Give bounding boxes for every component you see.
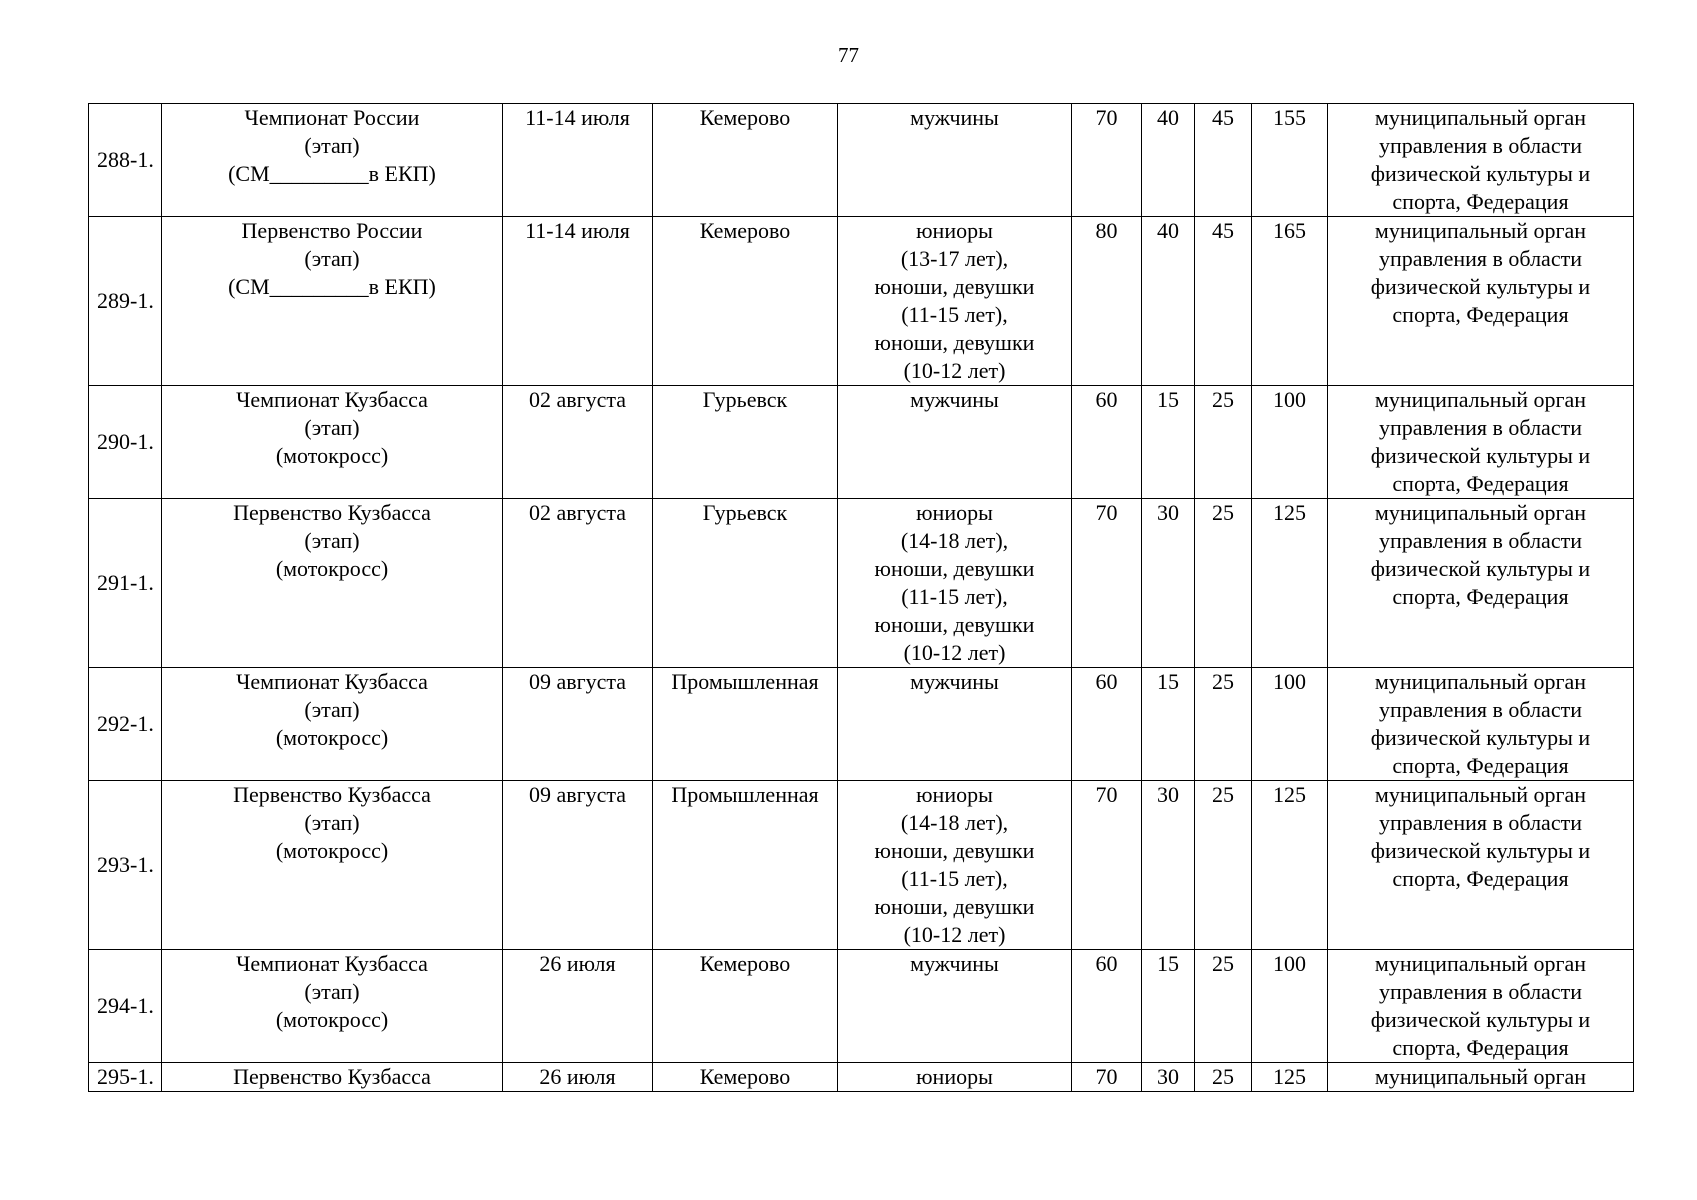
event-date: 26 июля: [503, 950, 653, 1063]
count-total: 100: [1252, 668, 1328, 781]
event-name: Первенство России (этап) (СМ_________в ЕКП): [162, 217, 503, 386]
table-row: [89, 499, 1634, 668]
count-1: 60: [1072, 386, 1142, 499]
table-row: [89, 1063, 1634, 1092]
event-name: Чемпионат России (этап) (СМ_________в ЕКП): [162, 104, 503, 217]
count-2: 30: [1142, 781, 1195, 950]
event-place: Кемерово: [653, 1063, 838, 1092]
count-total: 125: [1252, 1063, 1328, 1092]
event-organizer: муниципальный орган: [1328, 1063, 1634, 1092]
row-number: 291-1.: [89, 499, 162, 668]
table-row: [89, 217, 1634, 386]
event-organizer: муниципальный орган управления в области физической культуры и спорта, Федерация: [1328, 668, 1634, 781]
event-date: 09 августа: [503, 668, 653, 781]
row-number: 295-1.: [89, 1063, 162, 1092]
count-1: 70: [1072, 104, 1142, 217]
count-1: 70: [1072, 781, 1142, 950]
event-place: Кемерово: [653, 950, 838, 1063]
count-3: 25: [1195, 1063, 1252, 1092]
event-place: Промышленная: [653, 781, 838, 950]
event-participants: мужчины: [838, 950, 1072, 1063]
count-2: 15: [1142, 386, 1195, 499]
row-number: 288-1.: [89, 104, 162, 217]
count-total: 100: [1252, 386, 1328, 499]
event-date: 02 августа: [503, 386, 653, 499]
row-number: 292-1.: [89, 668, 162, 781]
event-organizer: муниципальный орган управления в области физической культуры и спорта, Федерация: [1328, 499, 1634, 668]
count-2: 15: [1142, 950, 1195, 1063]
count-2: 40: [1142, 217, 1195, 386]
row-number: 289-1.: [89, 217, 162, 386]
event-organizer: муниципальный орган управления в области физической культуры и спорта, Федерация: [1328, 386, 1634, 499]
event-date: 02 августа: [503, 499, 653, 668]
event-place: Кемерово: [653, 217, 838, 386]
event-organizer: муниципальный орган управления в области физической культуры и спорта, Федерация: [1328, 104, 1634, 217]
count-total: 155: [1252, 104, 1328, 217]
table-row: [89, 104, 1634, 217]
count-total: 100: [1252, 950, 1328, 1063]
event-participants: юниоры (14-18 лет), юноши, девушки (11-15 лет), юноши, девушки (10-12 лет): [838, 499, 1072, 668]
event-date: 11-14 июля: [503, 217, 653, 386]
row-number: 290-1.: [89, 386, 162, 499]
event-date: 11-14 июля: [503, 104, 653, 217]
count-3: 25: [1195, 668, 1252, 781]
row-number: 293-1.: [89, 781, 162, 950]
count-2: 30: [1142, 499, 1195, 668]
count-2: 15: [1142, 668, 1195, 781]
row-number: 294-1.: [89, 950, 162, 1063]
table-row: [89, 668, 1634, 781]
count-1: 70: [1072, 499, 1142, 668]
page-number: 77: [838, 43, 859, 67]
count-total: 125: [1252, 781, 1328, 950]
event-participants: юниоры (13-17 лет), юноши, девушки (11-15 лет), юноши, девушки (10-12 лет): [838, 217, 1072, 386]
count-1: 60: [1072, 668, 1142, 781]
count-3: 25: [1195, 386, 1252, 499]
event-name: Первенство Кузбасса (этап) (мотокросс): [162, 499, 503, 668]
event-name: Чемпионат Кузбасса (этап) (мотокросс): [162, 950, 503, 1063]
event-participants: мужчины: [838, 668, 1072, 781]
event-organizer: муниципальный орган управления в области физической культуры и спорта, Федерация: [1328, 781, 1634, 950]
table-row: [89, 781, 1634, 950]
count-3: 45: [1195, 217, 1252, 386]
count-1: 80: [1072, 217, 1142, 386]
count-total: 165: [1252, 217, 1328, 386]
event-participants: юниоры (14-18 лет), юноши, девушки (11-15 лет), юноши, девушки (10-12 лет): [838, 781, 1072, 950]
event-organizer: муниципальный орган управления в области физической культуры и спорта, Федерация: [1328, 217, 1634, 386]
event-name: Чемпионат Кузбасса (этап) (мотокросс): [162, 668, 503, 781]
count-2: 40: [1142, 104, 1195, 217]
event-participants: юниоры: [838, 1063, 1072, 1092]
event-date: 26 июля: [503, 1063, 653, 1092]
event-place: Промышленная: [653, 668, 838, 781]
count-1: 60: [1072, 950, 1142, 1063]
count-3: 25: [1195, 499, 1252, 668]
event-name: Первенство Кузбасса: [162, 1063, 503, 1092]
count-3: 25: [1195, 950, 1252, 1063]
event-name: Чемпионат Кузбасса (этап) (мотокросс): [162, 386, 503, 499]
count-3: 45: [1195, 104, 1252, 217]
events-table: [88, 103, 1634, 1092]
event-place: Кемерово: [653, 104, 838, 217]
count-1: 70: [1072, 1063, 1142, 1092]
event-organizer: муниципальный орган управления в области физической культуры и спорта, Федерация: [1328, 950, 1634, 1063]
event-participants: мужчины: [838, 104, 1072, 217]
event-place: Гурьевск: [653, 386, 838, 499]
count-total: 125: [1252, 499, 1328, 668]
count-2: 30: [1142, 1063, 1195, 1092]
table-row: [89, 950, 1634, 1063]
event-participants: мужчины: [838, 386, 1072, 499]
count-3: 25: [1195, 781, 1252, 950]
event-place: Гурьевск: [653, 499, 838, 668]
event-name: Первенство Кузбасса (этап) (мотокросс): [162, 781, 503, 950]
table-row: [89, 386, 1634, 499]
event-date: 09 августа: [503, 781, 653, 950]
